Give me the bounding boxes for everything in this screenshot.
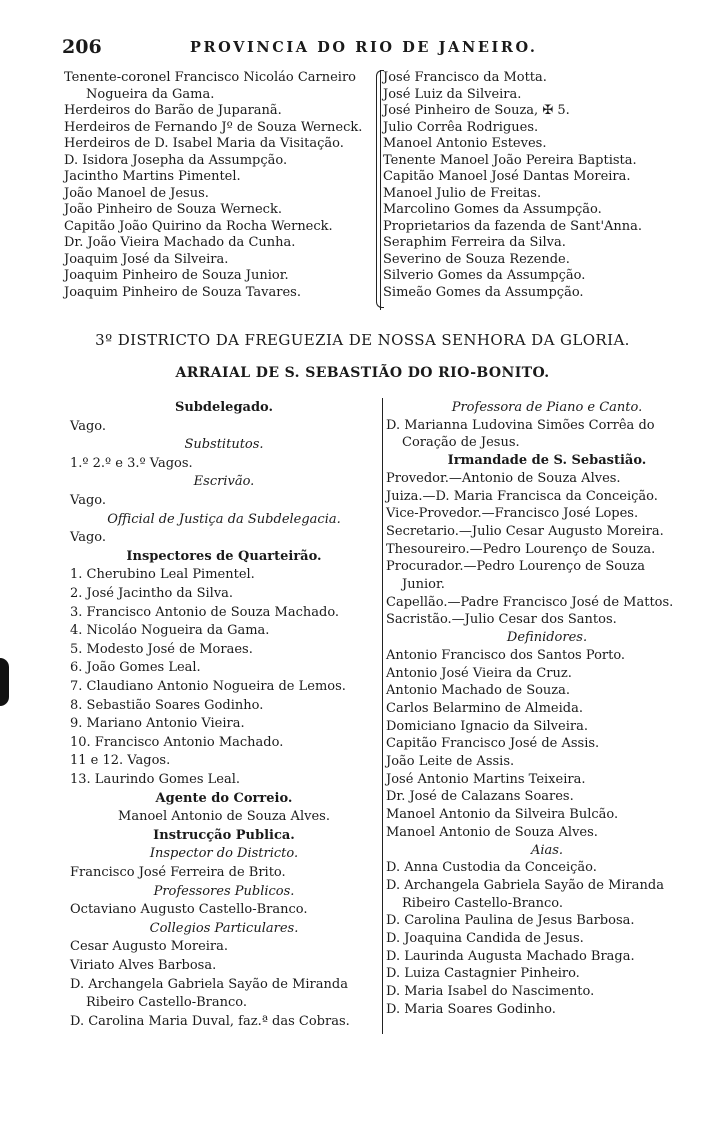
top-column-divider [380, 70, 381, 310]
top-right-line: Seraphim Ferreira da Silva. [383, 235, 566, 250]
top-left-line: Capitão João Quirino da Rocha Werneck. [64, 218, 333, 234]
top-right-line: Tenente Manoel João Pereira Baptista. [383, 152, 637, 168]
lower-left-line: Agente do Correio. [155, 790, 293, 806]
top-right-line: José Pinheiro de Souza, ✠ 5. [383, 103, 570, 118]
lower-left-line: 2. José Jacintho da Silva. [70, 586, 234, 601]
lower-left-line: 7. Claudiano Antonio Nogueira de Lemos. [70, 679, 346, 694]
lower-left-line: 1.º 2.º e 3.º Vagos. [70, 455, 193, 471]
lower-left-line: Vago. [70, 530, 106, 546]
top-left-line: João Pinheiro de Souza Werneck. [64, 202, 282, 217]
lower-right-line: Ribeiro Castello-Branco. [402, 895, 564, 911]
lower-right-line: Irmandade de S. Sebastião. [447, 453, 647, 469]
lower-left-line: D. Carolina Maria Duval, faz.ª das Cobras. [70, 1013, 350, 1029]
lower-left-line: Collegios Particulares. [149, 920, 299, 936]
top-right-line: Manoel Julio de Freitas. [383, 185, 542, 201]
top-right-line: José Francisco da Motta. [383, 70, 547, 85]
lower-column-divider [382, 398, 383, 1034]
lower-right-line: D. Marianna Ludovina Simões Corrêa do [386, 417, 655, 433]
district-heading: 3º DISTRICTO DA FREGUEZIA DE NOSSA SENHORA DA GLORIA. [95, 331, 630, 349]
lower-left-line: Ribeiro Castello-Branco. [86, 995, 248, 1011]
lower-right-line: D. Carolina Paulina de Jesus Barbosa. [386, 913, 635, 929]
lower-right-line: Sacristão.—Julio Cesar dos Santos. [386, 612, 617, 628]
lower-right-line: Provedor.—Antonio de Souza Alves. [386, 470, 621, 486]
lower-right-line: Vice-Provedor.—Francisco José Lopes. [386, 506, 639, 522]
lower-right-line: Manoel Antonio de Souza Alves. [386, 824, 598, 840]
lower-left-line: 4. Nicoláo Nogueira da Gama. [70, 623, 270, 639]
top-left-line: Nogueira da Gama. [86, 86, 215, 102]
lower-left-line: 11 e 12. Vagos. [70, 753, 171, 769]
lower-left-line: Substitutos. [184, 437, 264, 453]
lower-right-line: Secretario.—Julio Cesar Augusto Moreira. [386, 523, 664, 539]
top-left-line: Herdeiros do Barão de Juparanã. [64, 103, 282, 118]
lower-left-line: Manoel Antonio de Souza Alves. [118, 809, 330, 825]
lower-right-line: Carlos Belarmino de Almeida. [386, 700, 583, 716]
lower-right-line: Dr. José de Calazans Soares. [386, 789, 574, 805]
top-right-line: Severino de Souza Rezende. [383, 251, 570, 267]
lower-right-line: João Leite de Assis. [386, 754, 515, 769]
lower-right-line: Antonio Machado de Souza. [386, 683, 571, 699]
lower-right-line: Capellão.—Padre Francisco José de Mattos. [386, 594, 674, 610]
lower-left-line: Inspectores de Quarteirão. [126, 548, 322, 564]
top-right-line: Proprietarios da fazenda de Sant'Anna. [383, 218, 643, 234]
lower-right-line: Capitão Francisco José de Assis. [386, 736, 600, 752]
top-left-line: Herdeiros de D. Isabel Maria da Visitação. [64, 136, 344, 151]
lower-right-line: Antonio José Vieira da Cruz. [386, 665, 572, 681]
lower-left-line: Subdelegado. [174, 400, 274, 415]
lower-left-line: Vago. [70, 493, 106, 508]
top-left-line: Joaquim Pinheiro de Souza Tavares. [64, 284, 301, 300]
lower-left-line: 5. Modesto José de Moraes. [70, 641, 253, 657]
top-right-line: Simeão Gomes da Assumpção. [383, 284, 584, 300]
lower-right-line: Procurador.—Pedro Lourenço de Souza [386, 559, 646, 575]
lower-left-line: 10. Francisco Antonio Machado. [70, 734, 284, 750]
top-right-line: Manoel Antonio Esteves. [383, 136, 547, 151]
top-left-line: Joaquim Pinheiro de Souza Junior. [64, 268, 289, 283]
lower-left-line: 3. Francisco Antonio de Souza Machado. [70, 604, 340, 620]
top-left-line: Jacintho Martins Pimentel. [64, 169, 241, 184]
lower-left-line: 8. Sebastião Soares Godinho. [70, 697, 264, 713]
running-title: PROVINCIA DO RIO DE JANEIRO. [190, 39, 538, 56]
top-left-line: D. Isidora Josepha da Assumpção. [64, 152, 288, 168]
lower-right-line: Manoel Antonio da Silveira Bulcão. [386, 807, 619, 823]
lower-left-line: Escrivão. [193, 474, 255, 490]
top-left-line: Tenente-coronel Francisco Nicoláo Carneiro [64, 70, 356, 85]
lower-right-line: Antonio Francisco dos Santos Porto. [386, 647, 626, 663]
lower-left-line: Official de Justiça da Subdelegacia. [107, 511, 341, 527]
lower-right-line: Coração de Jesus. [402, 435, 520, 451]
lower-left-line: Professores Publicos. [153, 883, 295, 899]
ink-blot-mark [0, 658, 9, 706]
lower-left-line: Octaviano Augusto Castello-Branco. [70, 902, 308, 918]
top-left-line: Dr. João Vieira Machado da Cunha. [64, 235, 296, 250]
lower-left-line: Instrucção Publica. [153, 827, 295, 843]
lower-right-line: D. Luiza Castagnier Pinheiro. [386, 966, 580, 982]
lower-right-line: D. Archangela Gabriela Sayão de Miranda [386, 877, 664, 893]
top-right-line: Julio Corrêa Rodrigues. [383, 119, 539, 135]
lower-right-line: Professora de Piano e Canto. [451, 400, 643, 415]
lower-left-line: 1. Cherubino Leal Pimentel. [70, 567, 255, 583]
lower-right-line: Junior. [402, 577, 445, 592]
lower-left-line: Francisco José Ferreira de Brito. [70, 865, 286, 880]
lower-right-line: Thesoureiro.—Pedro Lourenço de Souza. [386, 541, 656, 557]
top-left-line: Joaquim José da Silveira. [64, 251, 229, 267]
running-head [62, 36, 595, 60]
lower-right-line: Juiza.—D. Maria Francisca da Conceição. [386, 488, 658, 504]
lower-right-line: Domiciano Ignacio da Silveira. [386, 718, 588, 734]
lower-left-line: Cesar Augusto Moreira. [70, 939, 229, 955]
lower-left-line: Vago. [70, 418, 106, 434]
top-right-line: Silverio Gomes da Assumpção. [383, 268, 586, 283]
lower-right-line: D. Maria Soares Godinho. [386, 1001, 556, 1017]
lower-left-line: D. Archangela Gabriela Sayão de Miranda [70, 976, 348, 992]
top-left-line: João Manoel de Jesus. [64, 185, 209, 201]
top-right-line: José Luiz da Silveira. [383, 86, 522, 102]
lower-right-line: Definidores. [506, 630, 588, 646]
top-right-line: Marcolino Gomes da Assumpção. [383, 202, 602, 217]
page-number: 206 [62, 36, 102, 58]
lower-left-line: Viriato Alves Barbosa. [70, 958, 217, 973]
lower-left-line: 6. João Gomes Leal. [70, 660, 201, 676]
lower-right-line: D. Laurinda Augusta Machado Braga. [386, 948, 635, 964]
settlement-heading: ARRAIAL DE S. SEBASTIÃO DO RIO-BONITO. [175, 365, 550, 381]
lower-left-line: 9. Mariano Antonio Vieira. [70, 716, 245, 732]
lower-left-line: Inspector do Districto. [149, 846, 299, 862]
lower-right-line: D. Maria Isabel do Nascimento. [386, 984, 595, 1000]
lower-left-line: 13. Laurindo Gomes Leal. [70, 772, 240, 787]
lower-right-line: D. Anna Custodia da Conceição. [386, 860, 597, 876]
top-left-line: Herdeiros de Fernando Jº de Souza Werneck. [64, 119, 363, 135]
lower-right-line: José Antonio Martins Teixeira. [386, 771, 586, 787]
top-right-line: Capitão Manoel José Dantas Moreira. [383, 169, 631, 184]
lower-right-line: Aias. [530, 842, 564, 858]
lower-right-line: D. Joaquina Candida de Jesus. [386, 931, 584, 946]
